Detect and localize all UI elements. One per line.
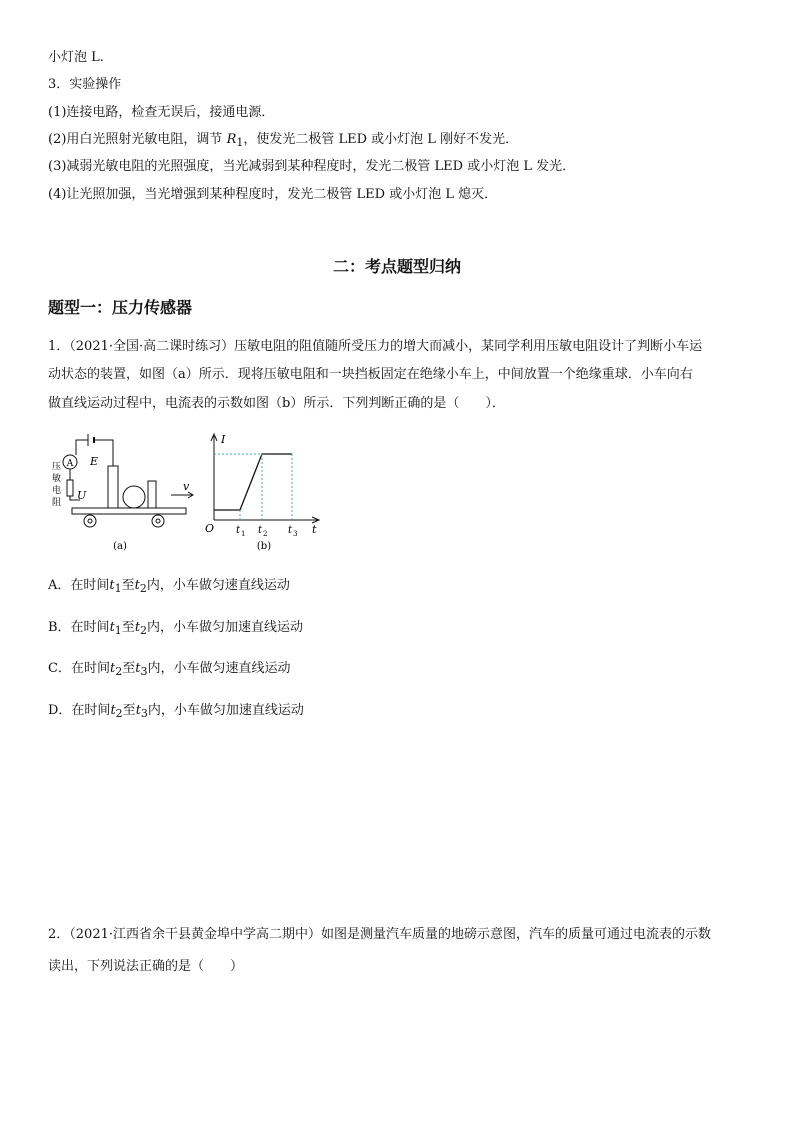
voltage-label: U xyxy=(77,489,87,502)
step-2-var: R xyxy=(226,132,237,147)
q1-line-3: 做直线运动过程中，电流表的示数如图（b）所示．下列判断正确的是（ ）． xyxy=(48,396,505,411)
step-2-sub: 1 xyxy=(236,136,244,149)
resistor-label-2: 敏 xyxy=(52,474,62,484)
var-sub: 2 xyxy=(139,582,147,595)
option-text: 内，小车做匀加速直线运动 xyxy=(147,703,304,718)
current-curve xyxy=(214,454,292,510)
q2-line-2: 读出，下列说法正确的是（ ） xyxy=(48,959,244,974)
option-a xyxy=(48,577,290,598)
var-sub: 2 xyxy=(115,665,123,678)
option-text: B．在时间 xyxy=(48,620,110,635)
section-title: 二：考点题型归纳 xyxy=(332,257,461,276)
caption-a: (a) xyxy=(113,541,127,552)
t1-label: t xyxy=(236,525,241,536)
var-t: t xyxy=(109,620,115,635)
cart-body xyxy=(72,508,186,514)
wheel-right-hub xyxy=(156,519,160,523)
option-text: 内，小车做匀速直线运动 xyxy=(146,578,290,593)
q1-line-2: 动状态的装置，如图（a）所示．现将压敏电阻和一块挡板固定在绝缘小车上，中间放置一个绝缘重球．小车向右 xyxy=(48,367,693,382)
option-text: 至 xyxy=(121,620,135,635)
t3-label: t xyxy=(288,525,293,536)
var-sub: 2 xyxy=(140,624,148,637)
step-2-post: ，使发光二极管 LED 或小灯泡 L 刚好不发光． xyxy=(243,132,519,147)
step-2 xyxy=(48,131,518,152)
option-text: A．在时间 xyxy=(48,578,110,593)
wheel-left-icon xyxy=(84,515,96,527)
option-text: 至 xyxy=(121,578,135,593)
var-t: t xyxy=(109,578,115,593)
option-d xyxy=(48,702,304,723)
var-sub: 3 xyxy=(140,707,148,720)
step-1: (1)连接电路，检查无误后，接通电源． xyxy=(48,105,275,120)
option-text: D．在时间 xyxy=(48,703,111,718)
option-b xyxy=(48,619,303,640)
var-sub: 2 xyxy=(115,707,123,720)
var-t: t xyxy=(135,703,141,718)
option-text: 至 xyxy=(122,661,136,676)
resistor-label-1: 压 xyxy=(52,462,62,472)
caption-b: (b) xyxy=(256,541,272,552)
var-t: t xyxy=(134,620,141,635)
option-text: 至 xyxy=(122,703,136,718)
var-t: t xyxy=(110,703,116,718)
pressure-resistor xyxy=(67,480,73,496)
right-plate xyxy=(148,481,156,508)
var-t: t xyxy=(109,661,116,676)
option-text: 内，小车做匀速直线运动 xyxy=(147,661,291,676)
resistor-label-3: 电 xyxy=(52,486,62,496)
t2-label: t xyxy=(258,525,263,536)
step-heading: 3．实验操作 xyxy=(48,77,122,92)
emf-label: E xyxy=(90,455,99,468)
var-t: t xyxy=(134,578,140,593)
y-axis-label: I xyxy=(221,433,226,446)
step-3: (3)减弱光敏电阻的光照强度，当光减弱到某种程度时，发光二极管 LED 或小灯泡 L 发光． xyxy=(48,159,576,174)
q1-line-1: 1．（2021·全国·高二课时练习）压敏电阻的阻值随所受压力的增大而减小，某同学利用压敏电阻设计了判断小车运 xyxy=(48,339,703,354)
t1-sub: 1 xyxy=(241,530,246,538)
text-line: 小灯泡 L. xyxy=(48,50,104,65)
t3-sub: 3 xyxy=(293,530,298,538)
t2-sub: 2 xyxy=(263,530,268,538)
ball-icon xyxy=(123,486,145,508)
velocity-label: v xyxy=(183,480,190,493)
option-text: 内，小车做匀加速直线运动 xyxy=(147,620,304,635)
var-sub: 3 xyxy=(140,665,148,678)
var-t: t xyxy=(135,661,141,676)
option-text: C．在时间 xyxy=(48,661,110,676)
figure-b xyxy=(211,434,319,523)
var-sub: 1 xyxy=(114,582,122,595)
resistor-label-4: 阻 xyxy=(52,498,62,508)
figure-a xyxy=(63,434,193,527)
wheel-right-icon xyxy=(152,515,164,527)
q2-line-1: 2．（2021·江西省余干县黄金埠中学高二期中）如图是测量汽车质量的地磅示意图，汽车的质量可通过电流表的示数 xyxy=(48,927,711,942)
origin-label: O xyxy=(205,522,215,535)
wheel-left-hub xyxy=(88,519,92,523)
step-4: (4)让光照加强，当光增强到某种程度时，发光二极管 LED 或小灯泡 L 熄灭． xyxy=(48,187,498,202)
x-axis-label: t xyxy=(312,523,317,536)
type-heading: 题型一：压力传感器 xyxy=(48,298,193,317)
ammeter-label: A xyxy=(66,459,74,469)
baffle xyxy=(108,466,118,508)
var-sub: 1 xyxy=(114,624,122,637)
step-2-pre: (2)用白光照射光敏电阻，调节 xyxy=(48,132,227,147)
wire-left-top xyxy=(76,440,88,455)
q1-figure xyxy=(46,428,336,558)
option-c xyxy=(48,660,290,681)
